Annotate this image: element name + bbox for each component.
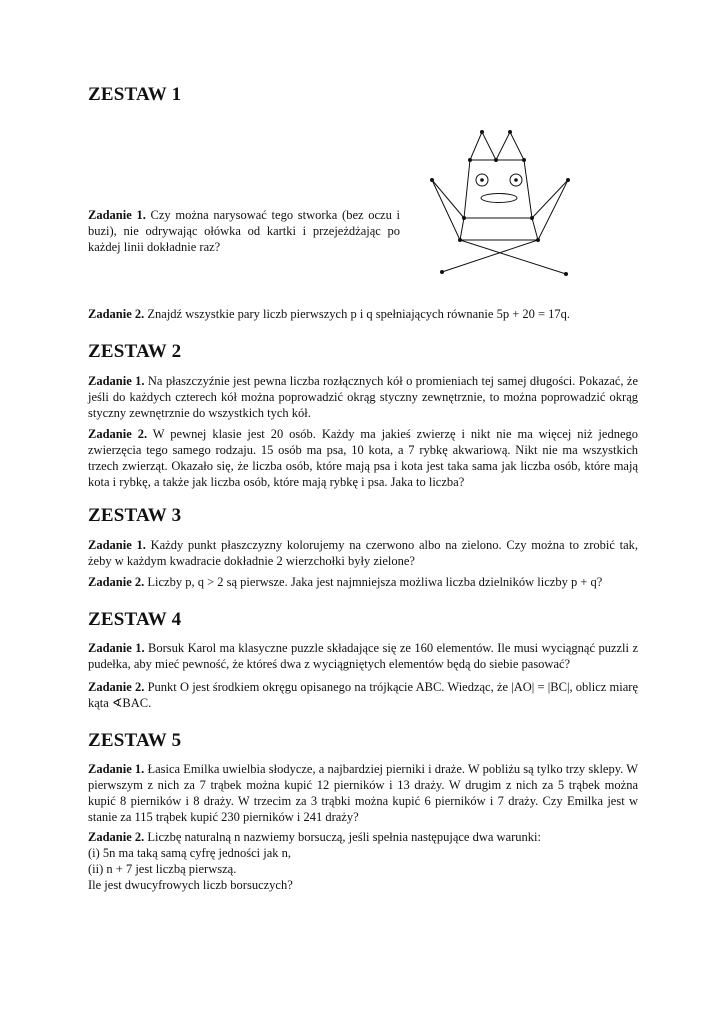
problem-text: Czy można narysować tego stworka (bez oczu i buzi), nie odrywając ołówka od kartki i przejeżdżając po każdej linii dokładnie raz? xyxy=(88,208,401,254)
problem-3-1 xyxy=(88,537,638,569)
problem-line: (ii) n + 7 jest liczbą pierwszą. xyxy=(88,862,237,876)
problem-4-1 xyxy=(88,640,638,672)
problem-2-1 xyxy=(88,373,638,421)
problem-1-1 xyxy=(88,207,400,255)
creature-drawing xyxy=(420,122,580,282)
problem-label: Zadanie 2. xyxy=(88,830,145,844)
problem-label: Zadanie 1. xyxy=(88,374,145,388)
problem-text: Łasica Emilka uwielbia słodycze, a najbardziej pierniki i draże. W pobliżu są tylko trzy sklepy. W pierwszym z nich za 7 trąbek można kupić 12 pierników i 13 draży. W drugim z nich za 5 trąbek można kupić 8 pierników i 8 draży. W trzecim za 3 trąbki można kupić 6 pierników i 7 draży. Czy Emilka jest w stanie za 115 trąbek kupić 230 pierników i 241 draży? xyxy=(88,762,639,824)
problem-4-2 xyxy=(88,679,638,711)
problem-label: Zadanie 1. xyxy=(88,641,145,655)
problem-line: Ile jest dwucyfrowych liczb borsuczych? xyxy=(88,878,293,892)
problem-label: Zadanie 2. xyxy=(88,307,145,321)
set-title-1: ZESTAW 1 xyxy=(88,84,182,105)
problem-3-2 xyxy=(88,574,638,590)
problem-label: Zadanie 1. xyxy=(88,538,146,552)
problem-text: Liczbę naturalną n nazwiemy borsuczą, jeśli spełnia następujące dwa warunki: xyxy=(147,830,541,844)
problem-5-1 xyxy=(88,761,638,825)
problem-text: Każdy punkt płaszczyzny kolorujemy na czerwono albo na zielono. Czy można to zrobić tak, żeby w każdym kwadracie dokładnie 2 wierzchołki były zielone? xyxy=(88,538,639,568)
problem-text: Punkt O jest środkiem okręgu opisanego na trójkącie ABC. Wiedząc, że |AO| = |BC|, oblicz miarę kąta ∢BAC. xyxy=(88,680,639,710)
problem-text: Na płaszczyźnie jest pewna liczba rozłącznych kół o promieniach tej samej długości. Pokazać, że jeśli do każdych czterech kół można poprowadzić okrąg styczny zewnętrznie, to można poprowadzić okrąg styczny zewnętrznie do wszystkich tych kół. xyxy=(88,374,639,420)
problem-text: W pewnej klasie jest 20 osób. Każdy ma jakieś zwierzę i nikt nie ma więcej niż jednego zwierzęcia tego samego rodzaju. 15 osób ma psa, 10 kota, a 7 rybkę akwariową. Nikt nie ma wszystkich trzech zwierząt. Okazało się, że liczba osób, które mają psa i kota jest taka sama jak liczba osób, które mają kota i rybkę, a także jak liczba osób, które mają rybkę i psa. Jaka to liczba? xyxy=(88,427,639,489)
problem-label: Zadanie 2. xyxy=(88,427,148,441)
set-title-3: ZESTAW 3 xyxy=(88,505,182,526)
problem-text: Borsuk Karol ma klasyczne puzzle składające się ze 160 elementów. Ile musi wyciągnąć puzzli z pudełka, aby mieć pewność, że któreś dwa z wyciągniętych elementów będą do siebie pasować? xyxy=(88,641,639,671)
problem-label: Zadanie 1. xyxy=(88,208,146,222)
problem-text: Znajdź wszystkie pary liczb pierwszych p i q spełniających równanie 5p + 20 = 17q. xyxy=(147,307,571,321)
set-title-4: ZESTAW 4 xyxy=(88,609,182,630)
problem-label: Zadanie 1. xyxy=(88,762,145,776)
problem-2-2 xyxy=(88,426,638,490)
set-title-2: ZESTAW 2 xyxy=(88,341,182,362)
problem-line xyxy=(88,829,638,845)
problem-label: Zadanie 2. xyxy=(88,575,145,589)
problem-label: Zadanie 2. xyxy=(88,680,145,694)
problem-5-2 xyxy=(88,829,638,893)
set-title-5: ZESTAW 5 xyxy=(88,730,182,751)
problem-line: (i) 5n ma taką samą cyfrę jedności jak n, xyxy=(88,846,292,860)
problem-text: Liczby p, q > 2 są pierwsze. Jaka jest najmniejsza możliwa liczba dzielników liczby p + q? xyxy=(147,575,603,589)
problem-1-2 xyxy=(88,306,638,322)
